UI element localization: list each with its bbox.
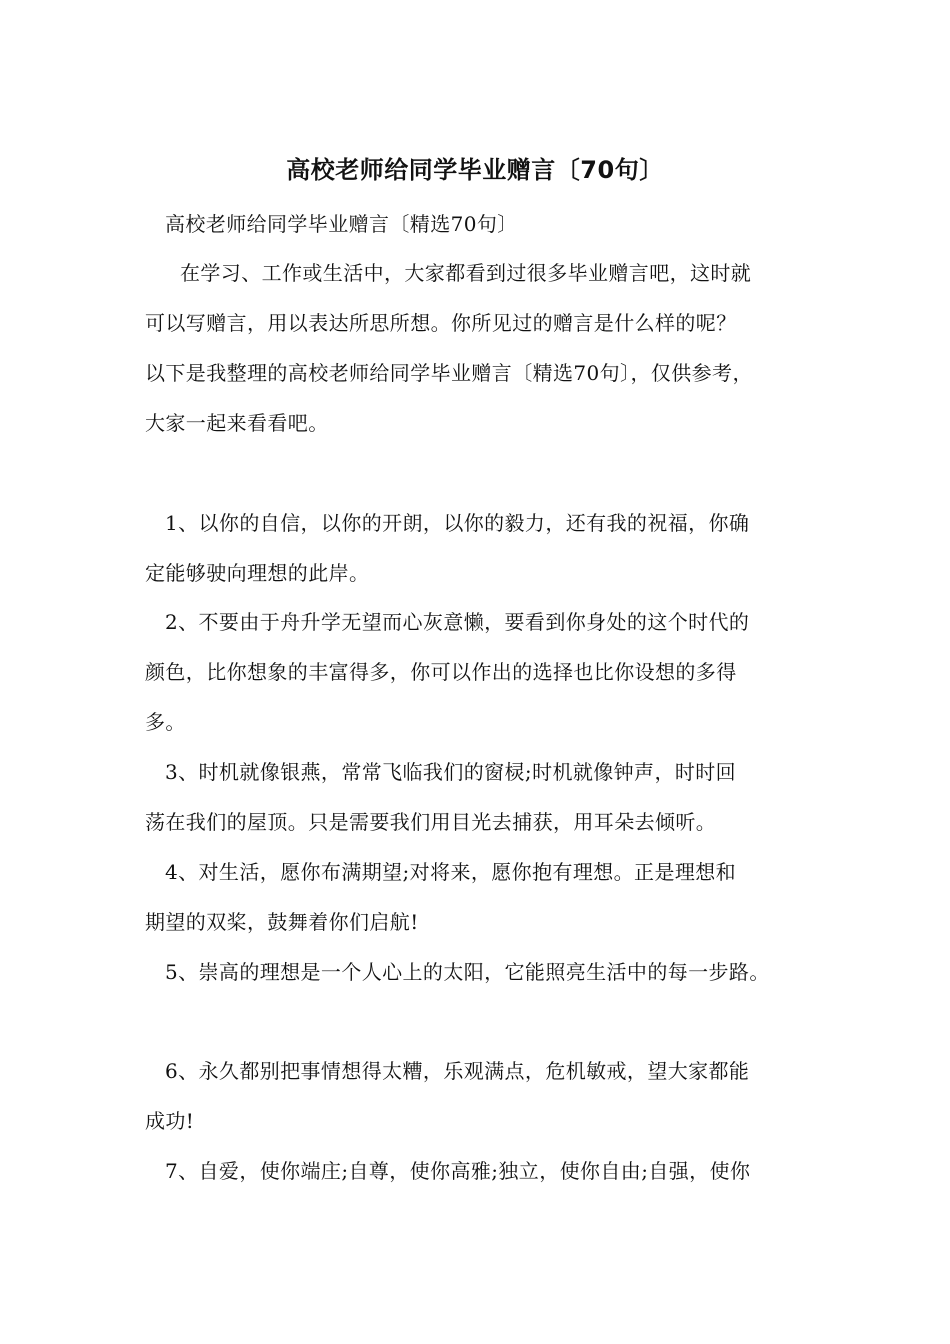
item-3-line-1: 3、时机就像银燕，常常飞临我们的窗棂;时机就像钟声，时时回 [165,760,737,784]
page-title: 高校老师给同学毕业赠言〔70句〕 [286,156,664,184]
intro-line-2: 可以写赠言，用以表达所思所想。你所见过的赠言是什么样的呢？ [145,311,737,335]
item-4-line-2: 期望的双桨，鼓舞着你们启航! [145,910,419,934]
item-2-line-2: 颜色，比你想象的丰富得多，你可以作出的选择也比你设想的多得 [145,660,737,684]
item-4-line-1: 4、对生活，愿你布满期望;对将来，愿你抱有理想。正是理想和 [165,860,737,884]
subtitle-line: 高校老师给同学毕业赠言〔精选70句〕 [165,212,518,236]
intro-line-3: 以下是我整理的高校老师给同学毕业赠言〔精选70句〕，仅供参考， [145,361,753,385]
intro-line-1: 在学习、工作或生活中，大家都看到过很多毕业赠言吧，这时就 [180,261,752,285]
item-2-line-3: 多。 [145,710,186,734]
intro-line-4: 大家一起来看看吧。 [145,411,329,435]
item-2-line-1: 2、不要由于舟升学无望而心灰意懒，要看到你身处的这个时代的 [165,610,750,634]
item-1-line-1: 1、以你的自信，以你的开朗，以你的毅力，还有我的祝福，你确 [165,511,750,535]
item-3-line-2: 荡在我们的屋顶。只是需要我们用目光去捕获，用耳朵去倾听。 [145,810,717,834]
item-5-line-1: 5、崇高的理想是一个人心上的太阳，它能照亮生活中的每一步路。 [165,960,770,984]
item-6-line-1: 6、永久都别把事情想得太糟，乐观满点，危机敏戒，望大家都能 [165,1059,750,1083]
item-6-line-2: 成功! [145,1109,195,1133]
item-1-line-2: 定能够驶向理想的此岸。 [145,561,370,585]
item-7-line-1: 7、自爱，使你端庄;自尊，使你高雅;独立，使你自由;自强，使你 [165,1159,751,1183]
